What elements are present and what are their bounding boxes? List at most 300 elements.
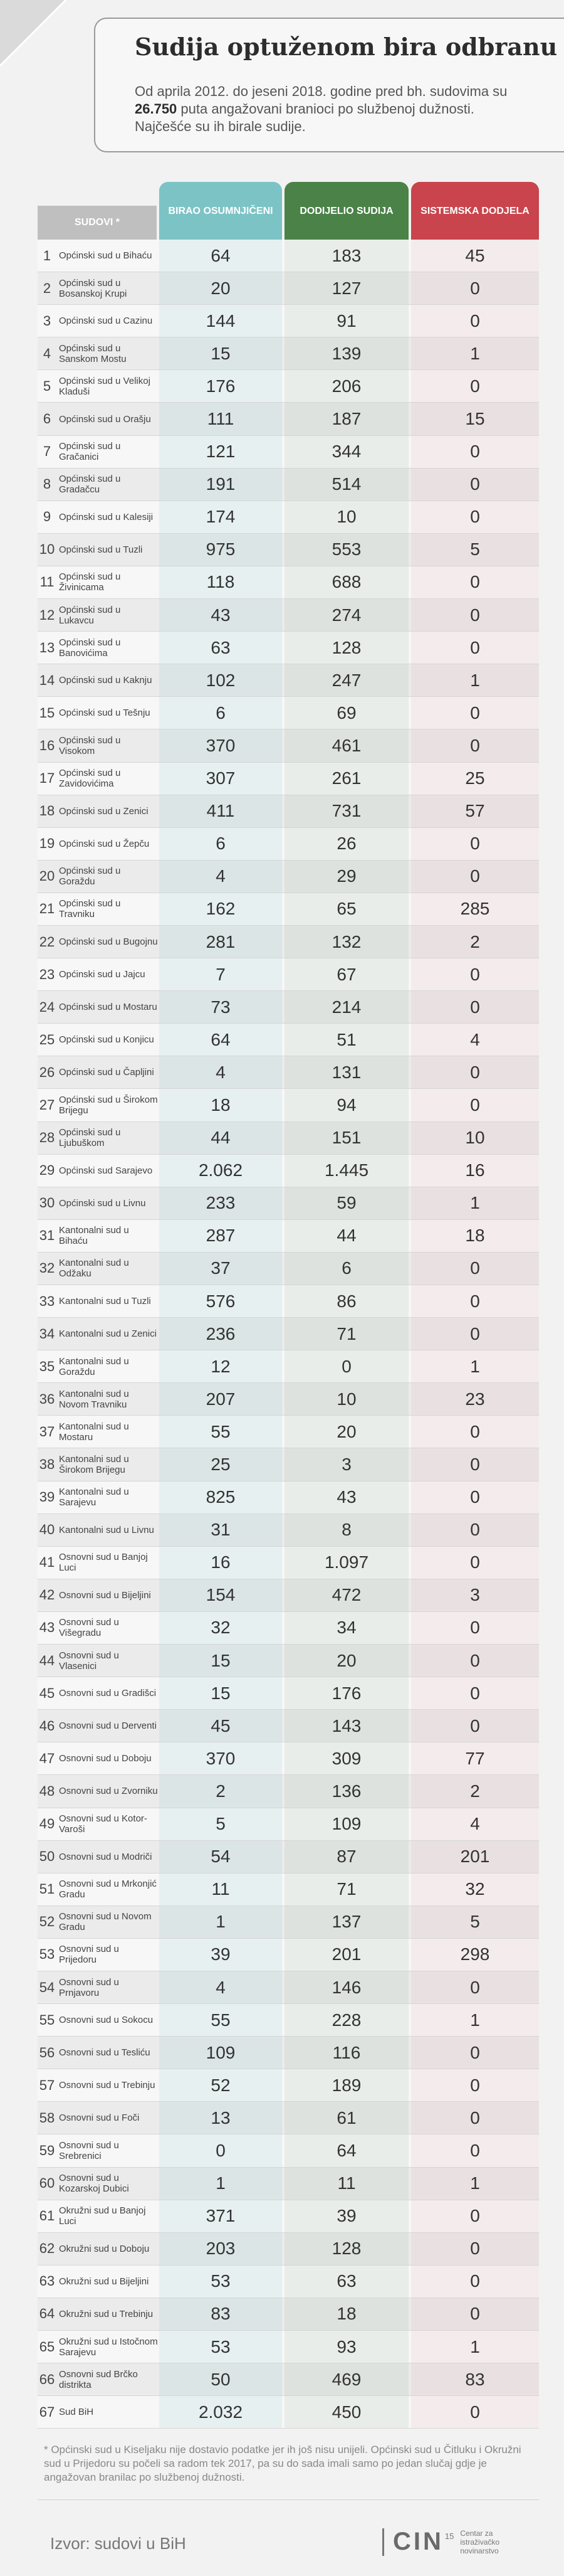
- value-dodijelio-sudija: 34: [285, 1612, 409, 1644]
- court-name: Kantonalni sud u Sarajevu: [59, 1487, 129, 1508]
- court-name: Općinski sud u Lukavcu: [59, 604, 121, 626]
- row-number: 49: [39, 1816, 55, 1832]
- value-dodijelio-sudija: 8: [285, 1514, 409, 1546]
- court-name: Okružni sud u Bijeljini: [59, 2276, 149, 2287]
- table-row: [38, 469, 539, 501]
- value-dodijelio-sudija: 1.445: [285, 1155, 409, 1187]
- value-birao-osumnjiceni: 2.062: [159, 1155, 282, 1187]
- logo-subtitle: Centar za istraživačko novinarstvo: [460, 2528, 500, 2555]
- value-sistemska-dodjela: 4: [411, 1024, 539, 1056]
- value-sistemska-dodjela: 0: [411, 469, 539, 501]
- table-row: [38, 272, 539, 305]
- table-row: [38, 1416, 539, 1448]
- value-dodijelio-sudija: 206: [285, 370, 409, 402]
- table-row: [38, 2363, 539, 2396]
- table-row: [38, 861, 539, 893]
- table-row: [38, 2233, 539, 2266]
- table-row: [38, 1383, 539, 1416]
- table-row: [38, 1579, 539, 1612]
- table-row: [38, 1155, 539, 1187]
- court-name: Općinski sud u Banovićima: [59, 637, 121, 659]
- value-dodijelio-sudija: 261: [285, 763, 409, 795]
- row-number: 64: [39, 2306, 55, 2322]
- value-sistemska-dodjela: 0: [411, 729, 539, 761]
- value-birao-osumnjiceni: 370: [159, 1742, 282, 1774]
- court-name: Općinski sud u Kaknju: [59, 675, 152, 686]
- table-row: [38, 1775, 539, 1808]
- value-dodijelio-sudija: 61: [285, 2102, 409, 2134]
- value-dodijelio-sudija: 67: [285, 958, 409, 990]
- row-number: 26: [39, 1064, 55, 1080]
- row-number: 12: [39, 607, 55, 623]
- value-dodijelio-sudija: 187: [285, 403, 409, 435]
- value-sistemska-dodjela: 0: [411, 1089, 539, 1121]
- value-sistemska-dodjela: 2: [411, 926, 539, 958]
- value-dodijelio-sudija: 688: [285, 566, 409, 598]
- value-dodijelio-sudija: 151: [285, 1122, 409, 1154]
- value-birao-osumnjiceni: 2.032: [159, 2396, 282, 2428]
- value-dodijelio-sudija: 44: [285, 1220, 409, 1252]
- row-number: 41: [39, 1554, 55, 1571]
- court-name: Osnovni sud u Višegradu: [59, 1617, 119, 1639]
- value-dodijelio-sudija: 11: [285, 2168, 409, 2200]
- value-birao-osumnjiceni: 207: [159, 1383, 282, 1415]
- table-row: [38, 2298, 539, 2331]
- source-text: Izvor: sudovi u BiH: [50, 2534, 186, 2553]
- value-dodijelio-sudija: 143: [285, 1710, 409, 1742]
- value-birao-osumnjiceni: 144: [159, 305, 282, 337]
- table-row: [38, 1187, 539, 1220]
- table-row: [38, 763, 539, 795]
- row-number: 48: [39, 1783, 55, 1799]
- header-sistemska-dodjela: SISTEMSKA DODJELA: [411, 182, 539, 240]
- court-name: Okružni sud u Istočnom Sarajevu: [59, 2336, 158, 2358]
- value-sistemska-dodjela: 1: [411, 337, 539, 369]
- value-sistemska-dodjela: 1: [411, 2168, 539, 2200]
- value-dodijelio-sudija: 137: [285, 1906, 409, 1938]
- value-dodijelio-sudija: 132: [285, 926, 409, 958]
- intro-before: Od aprila 2012. do jeseni 2018. godine pred bh. sudovima su: [135, 83, 508, 99]
- court-name: Kantonalni sud u Širokom Brijegu: [59, 1454, 129, 1476]
- court-name: Kantonalni sud u Novom Travniku: [59, 1388, 129, 1410]
- court-name: Osnovni sud u Banjoj Luci: [59, 1552, 148, 1574]
- value-sistemska-dodjela: 3: [411, 1579, 539, 1611]
- row-number: 53: [39, 1946, 55, 1963]
- value-dodijelio-sudija: 3: [285, 1448, 409, 1480]
- value-birao-osumnjiceni: 191: [159, 469, 282, 501]
- value-birao-osumnjiceni: 6: [159, 828, 282, 860]
- value-birao-osumnjiceni: 13: [159, 2102, 282, 2134]
- court-name: Osnovni sud u Kozarskoj Dubici: [59, 2173, 129, 2195]
- value-dodijelio-sudija: 128: [285, 632, 409, 664]
- value-dodijelio-sudija: 43: [285, 1481, 409, 1513]
- table-row: [38, 2168, 539, 2200]
- table-row: [38, 501, 539, 534]
- value-sistemska-dodjela: 23: [411, 1383, 539, 1415]
- value-sistemska-dodjela: 0: [411, 2069, 539, 2101]
- row-number: 45: [39, 1685, 55, 1701]
- value-sistemska-dodjela: 45: [411, 240, 539, 272]
- value-birao-osumnjiceni: 83: [159, 2298, 282, 2330]
- row-number: 30: [39, 1195, 55, 1211]
- value-dodijelio-sudija: 86: [285, 1285, 409, 1317]
- header-sudovi: SUDOVI *: [38, 206, 157, 240]
- value-birao-osumnjiceni: 0: [159, 2134, 282, 2166]
- court-name: Kantonalni sud u Odžaku: [59, 1258, 129, 1280]
- cin-logo: [382, 2528, 529, 2556]
- row-number: 63: [39, 2273, 55, 2289]
- court-name: Osnovni sud u Vlasenici: [59, 1650, 119, 1672]
- value-birao-osumnjiceni: 55: [159, 1416, 282, 1448]
- value-birao-osumnjiceni: 1: [159, 2168, 282, 2200]
- value-dodijelio-sudija: 247: [285, 664, 409, 696]
- court-name: Općinski sud u Visokom: [59, 734, 121, 756]
- court-name: Kantonalni sud u Bihaću: [59, 1225, 129, 1247]
- logo-superscript: 15: [444, 2531, 454, 2541]
- value-sistemska-dodjela: 0: [411, 958, 539, 990]
- table-row: [38, 240, 539, 272]
- value-birao-osumnjiceni: 154: [159, 1579, 282, 1611]
- intro-bold: 26.750: [135, 101, 177, 117]
- table-row: [38, 2331, 539, 2363]
- row-number: 67: [39, 2404, 55, 2420]
- row-number: 50: [39, 1848, 55, 1865]
- table-row: [38, 1677, 539, 1710]
- table-row: [38, 2037, 539, 2069]
- value-birao-osumnjiceni: 18: [159, 1089, 282, 1121]
- value-sistemska-dodjela: 0: [411, 1285, 539, 1317]
- table-row: [38, 2004, 539, 2037]
- table-row: [38, 2069, 539, 2102]
- value-dodijelio-sudija: 0: [285, 1350, 409, 1382]
- value-dodijelio-sudija: 553: [285, 534, 409, 566]
- court-name: Općinski sud u Čapljini: [59, 1067, 154, 1078]
- value-dodijelio-sudija: 20: [285, 1645, 409, 1677]
- table-row: [38, 1089, 539, 1121]
- value-birao-osumnjiceni: 45: [159, 1710, 282, 1742]
- value-sistemska-dodjela: 0: [411, 272, 539, 304]
- value-birao-osumnjiceni: 109: [159, 2037, 282, 2069]
- value-sistemska-dodjela: 0: [411, 305, 539, 337]
- court-name: Osnovni sud u Sokocu: [59, 2015, 154, 2026]
- value-dodijelio-sudija: 214: [285, 991, 409, 1023]
- court-name: Osnovni sud u Mrkonjić Gradu: [59, 1879, 157, 1900]
- row-number: 56: [39, 2044, 55, 2060]
- value-sistemska-dodjela: 0: [411, 1645, 539, 1677]
- value-sistemska-dodjela: 25: [411, 763, 539, 795]
- value-dodijelio-sudija: 51: [285, 1024, 409, 1056]
- table-row: [38, 1318, 539, 1350]
- court-name: Osnovni sud u Trebinju: [59, 2080, 155, 2091]
- value-birao-osumnjiceni: 162: [159, 893, 282, 925]
- court-name: Općinski sud u Širokom Brijegu: [59, 1094, 158, 1116]
- value-dodijelio-sudija: 59: [285, 1187, 409, 1219]
- value-birao-osumnjiceni: 307: [159, 763, 282, 795]
- value-birao-osumnjiceni: 44: [159, 1122, 282, 1154]
- value-sistemska-dodjela: 0: [411, 2298, 539, 2330]
- value-dodijelio-sudija: 26: [285, 828, 409, 860]
- table-header: [38, 182, 539, 240]
- court-name: Općinski sud u Zenici: [59, 805, 149, 817]
- value-sistemska-dodjela: 18: [411, 1220, 539, 1252]
- value-sistemska-dodjela: 1: [411, 2331, 539, 2363]
- value-birao-osumnjiceni: 16: [159, 1547, 282, 1579]
- value-dodijelio-sudija: 109: [285, 1808, 409, 1840]
- value-birao-osumnjiceni: 233: [159, 1187, 282, 1219]
- value-dodijelio-sudija: 731: [285, 795, 409, 827]
- court-name: Osnovni sud u Zvorniku: [59, 1786, 158, 1797]
- table-row: [38, 1350, 539, 1383]
- table-row: [38, 1971, 539, 2004]
- court-name: Općinski sud u Orašju: [59, 413, 151, 425]
- row-number: 24: [39, 999, 55, 1015]
- court-name: Osnovni sud u Foči: [59, 2112, 140, 2124]
- value-sistemska-dodjela: 32: [411, 1874, 539, 1905]
- value-sistemska-dodjela: 0: [411, 1416, 539, 1448]
- table-row: [38, 1841, 539, 1874]
- court-name: Osnovni sud u Derventi: [59, 1720, 157, 1732]
- court-name: Općinski sud u Cazinu: [59, 315, 153, 327]
- value-dodijelio-sudija: 10: [285, 1383, 409, 1415]
- court-name: Osnovni sud Brčko distrikta: [59, 2368, 138, 2390]
- value-birao-osumnjiceni: 7: [159, 958, 282, 990]
- value-dodijelio-sudija: 450: [285, 2396, 409, 2428]
- court-name: Osnovni sud u Bijeljini: [59, 1589, 151, 1601]
- value-sistemska-dodjela: 0: [411, 1971, 539, 2003]
- value-dodijelio-sudija: 469: [285, 2363, 409, 2395]
- row-number: 51: [39, 1881, 55, 1897]
- court-name: Kantonalni sud u Tuzli: [59, 1296, 151, 1307]
- row-number: 14: [39, 672, 55, 688]
- value-sistemska-dodjela: 83: [411, 2363, 539, 2395]
- value-sistemska-dodjela: 0: [411, 1056, 539, 1088]
- value-sistemska-dodjela: 2: [411, 1775, 539, 1807]
- value-birao-osumnjiceni: 64: [159, 240, 282, 272]
- row-number: 42: [39, 1587, 55, 1603]
- value-sistemska-dodjela: 0: [411, 370, 539, 402]
- table-row: [38, 795, 539, 828]
- value-birao-osumnjiceni: 825: [159, 1481, 282, 1513]
- row-number: 62: [39, 2240, 55, 2257]
- row-number: 10: [39, 541, 55, 558]
- table-row: [38, 436, 539, 469]
- court-name: Osnovni sud u Doboju: [59, 1753, 152, 1764]
- value-birao-osumnjiceni: 64: [159, 1024, 282, 1056]
- value-dodijelio-sudija: 201: [285, 1939, 409, 1971]
- value-sistemska-dodjela: 298: [411, 1939, 539, 1971]
- row-number: 9: [43, 509, 51, 525]
- value-sistemska-dodjela: 0: [411, 566, 539, 598]
- row-number: 40: [39, 1522, 55, 1538]
- value-birao-osumnjiceni: 4: [159, 1971, 282, 2003]
- court-name: Općinski sud u Jajcu: [59, 969, 145, 980]
- table-row: [38, 2396, 539, 2429]
- row-number: 37: [39, 1423, 55, 1439]
- header-birao-osumnjiceni: BIRAO OSUMNJIČENI: [159, 182, 282, 240]
- value-birao-osumnjiceni: 281: [159, 926, 282, 958]
- value-sistemska-dodjela: 1: [411, 664, 539, 696]
- row-number: 36: [39, 1391, 55, 1407]
- table-row: [38, 1742, 539, 1775]
- court-name: Osnovni sud u Srebrenici: [59, 2139, 119, 2161]
- value-birao-osumnjiceni: 2: [159, 1775, 282, 1807]
- value-birao-osumnjiceni: 176: [159, 370, 282, 402]
- value-dodijelio-sudija: 514: [285, 469, 409, 501]
- table-row: [38, 664, 539, 697]
- court-name: Općinski sud u Livnu: [59, 1197, 146, 1209]
- value-birao-osumnjiceni: 236: [159, 1318, 282, 1350]
- value-birao-osumnjiceni: 63: [159, 632, 282, 664]
- value-sistemska-dodjela: 77: [411, 1742, 539, 1774]
- court-name: Kantonalni sud u Goraždu: [59, 1355, 129, 1377]
- value-sistemska-dodjela: 5: [411, 534, 539, 566]
- logo-mark: CIN: [393, 2528, 444, 2555]
- court-name: Općinski sud u Travniku: [59, 898, 121, 920]
- value-dodijelio-sudija: 472: [285, 1579, 409, 1611]
- table-row: [38, 926, 539, 958]
- table-row: [38, 1481, 539, 1514]
- row-number: 3: [43, 312, 51, 329]
- table-row: [38, 828, 539, 861]
- row-number: 54: [39, 1979, 55, 1995]
- court-name: Općinski sud Sarajevo: [59, 1165, 153, 1176]
- value-sistemska-dodjela: 0: [411, 1514, 539, 1546]
- table-row: [38, 1612, 539, 1645]
- court-name: Općinski sud u Goraždu: [59, 866, 121, 888]
- value-sistemska-dodjela: 0: [411, 2134, 539, 2166]
- table-row: [38, 2200, 539, 2233]
- table-row: [38, 1253, 539, 1285]
- value-dodijelio-sudija: 127: [285, 272, 409, 304]
- value-sistemska-dodjela: 0: [411, 1318, 539, 1350]
- value-dodijelio-sudija: 189: [285, 2069, 409, 2101]
- table-row: [38, 2102, 539, 2134]
- court-name: Općinski sud u Konjicu: [59, 1034, 154, 1046]
- court-name: Kantonalni sud u Mostaru: [59, 1421, 129, 1443]
- row-number: 1: [43, 247, 51, 263]
- value-dodijelio-sudija: 65: [285, 893, 409, 925]
- value-dodijelio-sudija: 18: [285, 2298, 409, 2330]
- table-row: [38, 893, 539, 926]
- intro-text: [135, 83, 511, 135]
- footnote: * Općinski sud u Kiseljaku nije dostavio podatke jer ih još nisu unijeli. Općinski sud u Čitluku i Okružni sud u Prijedoru su počeli sa radom tek 2017, pa su do sada imali samo po jedan slučaj gdje je angažovan branilac po službenoj dužnosti.: [44, 2444, 521, 2483]
- table-row: [38, 534, 539, 566]
- court-name: Osnovni sud u Tesliću: [59, 2047, 150, 2059]
- row-number: 17: [39, 770, 55, 787]
- value-birao-osumnjiceni: 6: [159, 697, 282, 729]
- row-number: 18: [39, 803, 55, 819]
- value-birao-osumnjiceni: 12: [159, 1350, 282, 1382]
- value-birao-osumnjiceni: 53: [159, 2331, 282, 2363]
- value-dodijelio-sudija: 128: [285, 2233, 409, 2265]
- row-number: 27: [39, 1096, 55, 1113]
- court-name: Općinski sud u Bosanskoj Krupi: [59, 277, 127, 299]
- value-dodijelio-sudija: 228: [285, 2004, 409, 2036]
- row-number: 21: [39, 901, 55, 917]
- row-number: 46: [39, 1717, 55, 1734]
- value-birao-osumnjiceni: 50: [159, 2363, 282, 2395]
- value-dodijelio-sudija: 116: [285, 2037, 409, 2069]
- table-row: [38, 599, 539, 632]
- table-row: [38, 958, 539, 991]
- value-sistemska-dodjela: 0: [411, 501, 539, 533]
- court-name: Općinski sud u Sanskom Mostu: [59, 342, 127, 364]
- value-sistemska-dodjela: 5: [411, 1906, 539, 1938]
- value-sistemska-dodjela: 0: [411, 861, 539, 893]
- table-row: [38, 1024, 539, 1056]
- table-row: [38, 403, 539, 435]
- table-row: [38, 566, 539, 599]
- row-number: 47: [39, 1750, 55, 1766]
- value-sistemska-dodjela: 57: [411, 795, 539, 827]
- row-number: 7: [43, 443, 51, 460]
- courts-table: [38, 182, 539, 2429]
- table-row: [38, 1547, 539, 1579]
- table-row: [38, 1056, 539, 1089]
- value-birao-osumnjiceni: 121: [159, 436, 282, 468]
- footer-divider: [38, 2499, 539, 2500]
- value-dodijelio-sudija: 94: [285, 1089, 409, 1121]
- row-number: 58: [39, 2109, 55, 2126]
- value-sistemska-dodjela: 0: [411, 1547, 539, 1579]
- value-dodijelio-sudija: 139: [285, 337, 409, 369]
- court-name: Općinski sud u Živinicama: [59, 571, 121, 593]
- table-row: [38, 1710, 539, 1742]
- value-dodijelio-sudija: 20: [285, 1416, 409, 1448]
- value-dodijelio-sudija: 274: [285, 599, 409, 631]
- value-dodijelio-sudija: 146: [285, 1971, 409, 2003]
- value-sistemska-dodjela: 201: [411, 1841, 539, 1873]
- value-birao-osumnjiceni: 54: [159, 1841, 282, 1873]
- value-sistemska-dodjela: 0: [411, 632, 539, 664]
- value-birao-osumnjiceni: 20: [159, 272, 282, 304]
- table-row: [38, 1220, 539, 1253]
- value-dodijelio-sudija: 176: [285, 1677, 409, 1709]
- value-birao-osumnjiceni: 15: [159, 1677, 282, 1709]
- value-dodijelio-sudija: 6: [285, 1253, 409, 1285]
- value-dodijelio-sudija: 29: [285, 861, 409, 893]
- page-title: Sudija optuženom bira odbranu: [135, 33, 558, 61]
- value-birao-osumnjiceni: 203: [159, 2233, 282, 2265]
- value-dodijelio-sudija: 10: [285, 501, 409, 533]
- value-birao-osumnjiceni: 174: [159, 501, 282, 533]
- value-dodijelio-sudija: 183: [285, 240, 409, 272]
- value-dodijelio-sudija: 63: [285, 2266, 409, 2298]
- value-sistemska-dodjela: 0: [411, 991, 539, 1023]
- value-birao-osumnjiceni: 111: [159, 403, 282, 435]
- value-birao-osumnjiceni: 37: [159, 1253, 282, 1285]
- row-number: 4: [43, 345, 51, 361]
- row-number: 33: [39, 1293, 55, 1309]
- court-name: Osnovni sud u Prnjavoru: [59, 1976, 119, 1998]
- row-number: 5: [43, 378, 51, 394]
- value-dodijelio-sudija: 71: [285, 1318, 409, 1350]
- court-name: Kantonalni sud u Livnu: [59, 1524, 154, 1535]
- value-sistemska-dodjela: 0: [411, 2037, 539, 2069]
- table-row: [38, 1285, 539, 1318]
- value-dodijelio-sudija: 344: [285, 436, 409, 468]
- value-sistemska-dodjela: 1: [411, 1187, 539, 1219]
- court-name: Općinski sud u Žepču: [59, 838, 150, 849]
- table-row: [38, 1122, 539, 1155]
- value-birao-osumnjiceni: 4: [159, 861, 282, 893]
- value-sistemska-dodjela: 0: [411, 697, 539, 729]
- value-sistemska-dodjela: 10: [411, 1122, 539, 1154]
- value-birao-osumnjiceni: 31: [159, 1514, 282, 1546]
- row-number: 39: [39, 1489, 55, 1505]
- court-name: Osnovni sud u Prijedoru: [59, 1944, 119, 1966]
- value-sistemska-dodjela: 16: [411, 1155, 539, 1187]
